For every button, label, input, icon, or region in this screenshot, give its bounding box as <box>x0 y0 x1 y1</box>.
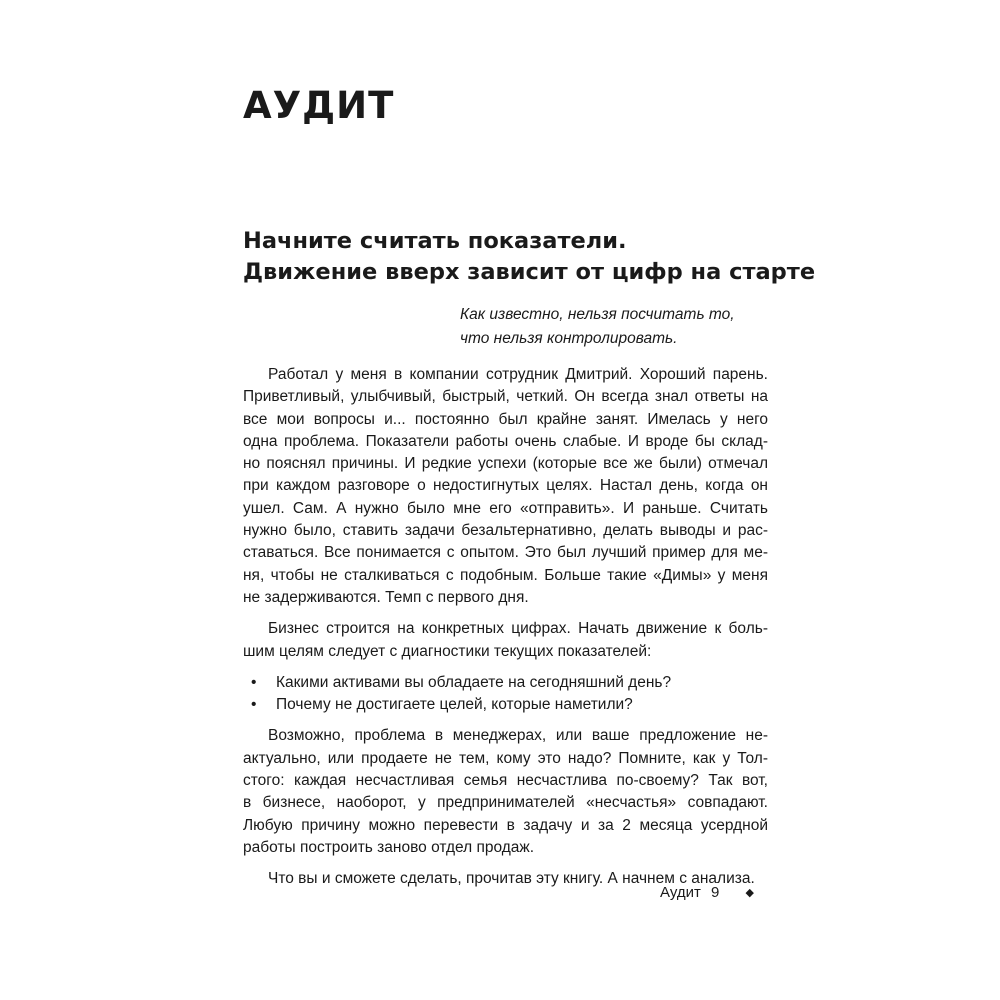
text-line: стого: каждая несчастливая семья несчастлива по-своему? Так вот, <box>243 772 768 790</box>
text-line: ушел. Сам. А нужно было мне его «отправить». И раньше. Считать <box>243 499 768 517</box>
running-head: Аудит <box>660 884 701 901</box>
text-line: Возможно, проблема в менеджерах, или ваше предложение не- <box>268 727 768 745</box>
list-item-text: Какими активами вы обладаете на сегодняшний день? <box>276 673 672 691</box>
bullet-icon: • <box>251 696 257 714</box>
epigraph <box>460 303 780 351</box>
text-line: в бизнесе, наоборот, у предпринимателей «несчастья» совпадают. <box>243 794 768 812</box>
paragraph-1 <box>243 364 768 609</box>
text-line: одна проблема. Показатели работы очень слабые. И вроде бы склад- <box>243 432 768 450</box>
list-item <box>243 694 768 716</box>
text-line: при каждом разговоре о недостигнутых целях. Настал день, когда он <box>243 477 768 495</box>
text-line: ня, чтобы не сталкиваться с подобным. Больше такие «Димы» у меня <box>243 566 768 584</box>
text-line: Любую причину можно перевести в задачу и за 2 месяца усердной <box>243 816 768 834</box>
diamond-ornament-icon: ◆ <box>745 887 754 899</box>
bullet-list <box>243 672 768 717</box>
text-line: работы построить заново отдел продаж. <box>243 838 535 856</box>
list-item <box>243 672 768 694</box>
text-line: шим целям следует с диагностики текущих показателей: <box>243 642 652 660</box>
section-title <box>243 226 816 288</box>
epigraph-line: что нельзя контролировать. <box>460 330 678 347</box>
text-line: Приветливый, улыбчивый, быстрый, четкий. Он всегда знал ответы на <box>243 388 768 406</box>
paragraph-3 <box>243 725 768 859</box>
body-text <box>243 364 768 900</box>
text-line: не задерживаются. Темп с первого дня. <box>243 588 529 606</box>
page-footer <box>660 883 780 904</box>
text-line: Бизнес строится на конкретных цифрах. Начать движение к боль- <box>268 620 768 638</box>
bullet-icon: • <box>251 673 257 691</box>
text-line: все мои вопросы и... постоянно был крайне занят. Имелась у него <box>243 410 768 428</box>
section-title-line: Движение вверх зависит от цифр на старте <box>243 259 816 285</box>
page-number: 9 <box>711 884 720 901</box>
text-line: но пояснял причины. И редкие успехи (которые все же были) отмечал <box>243 455 768 473</box>
text-line: ставаться. Все понимается с опытом. Это был лучший пример для ме- <box>243 544 768 562</box>
epigraph-line: Как известно, нельзя посчитать то, <box>460 306 735 323</box>
text-line: актуально, или продаете не тем, кому это надо? Помните, как у Тол- <box>243 749 768 767</box>
paragraph-2 <box>243 618 768 663</box>
text-line: Что вы и сможете сделать, прочитав эту книгу. А начнем с анализа. <box>268 870 755 888</box>
list-item-text: Почему не достигаете целей, которые наметили? <box>276 696 633 714</box>
section-title-line: Начните считать показатели. <box>243 228 627 254</box>
text-line: нужно было, ставить задачи безальтернативно, делать выводы и рас- <box>243 522 768 540</box>
text-line: Работал у меня в компании сотрудник Дмитрий. Хороший парень. <box>268 366 768 383</box>
chapter-title: АУДИТ <box>243 84 395 127</box>
